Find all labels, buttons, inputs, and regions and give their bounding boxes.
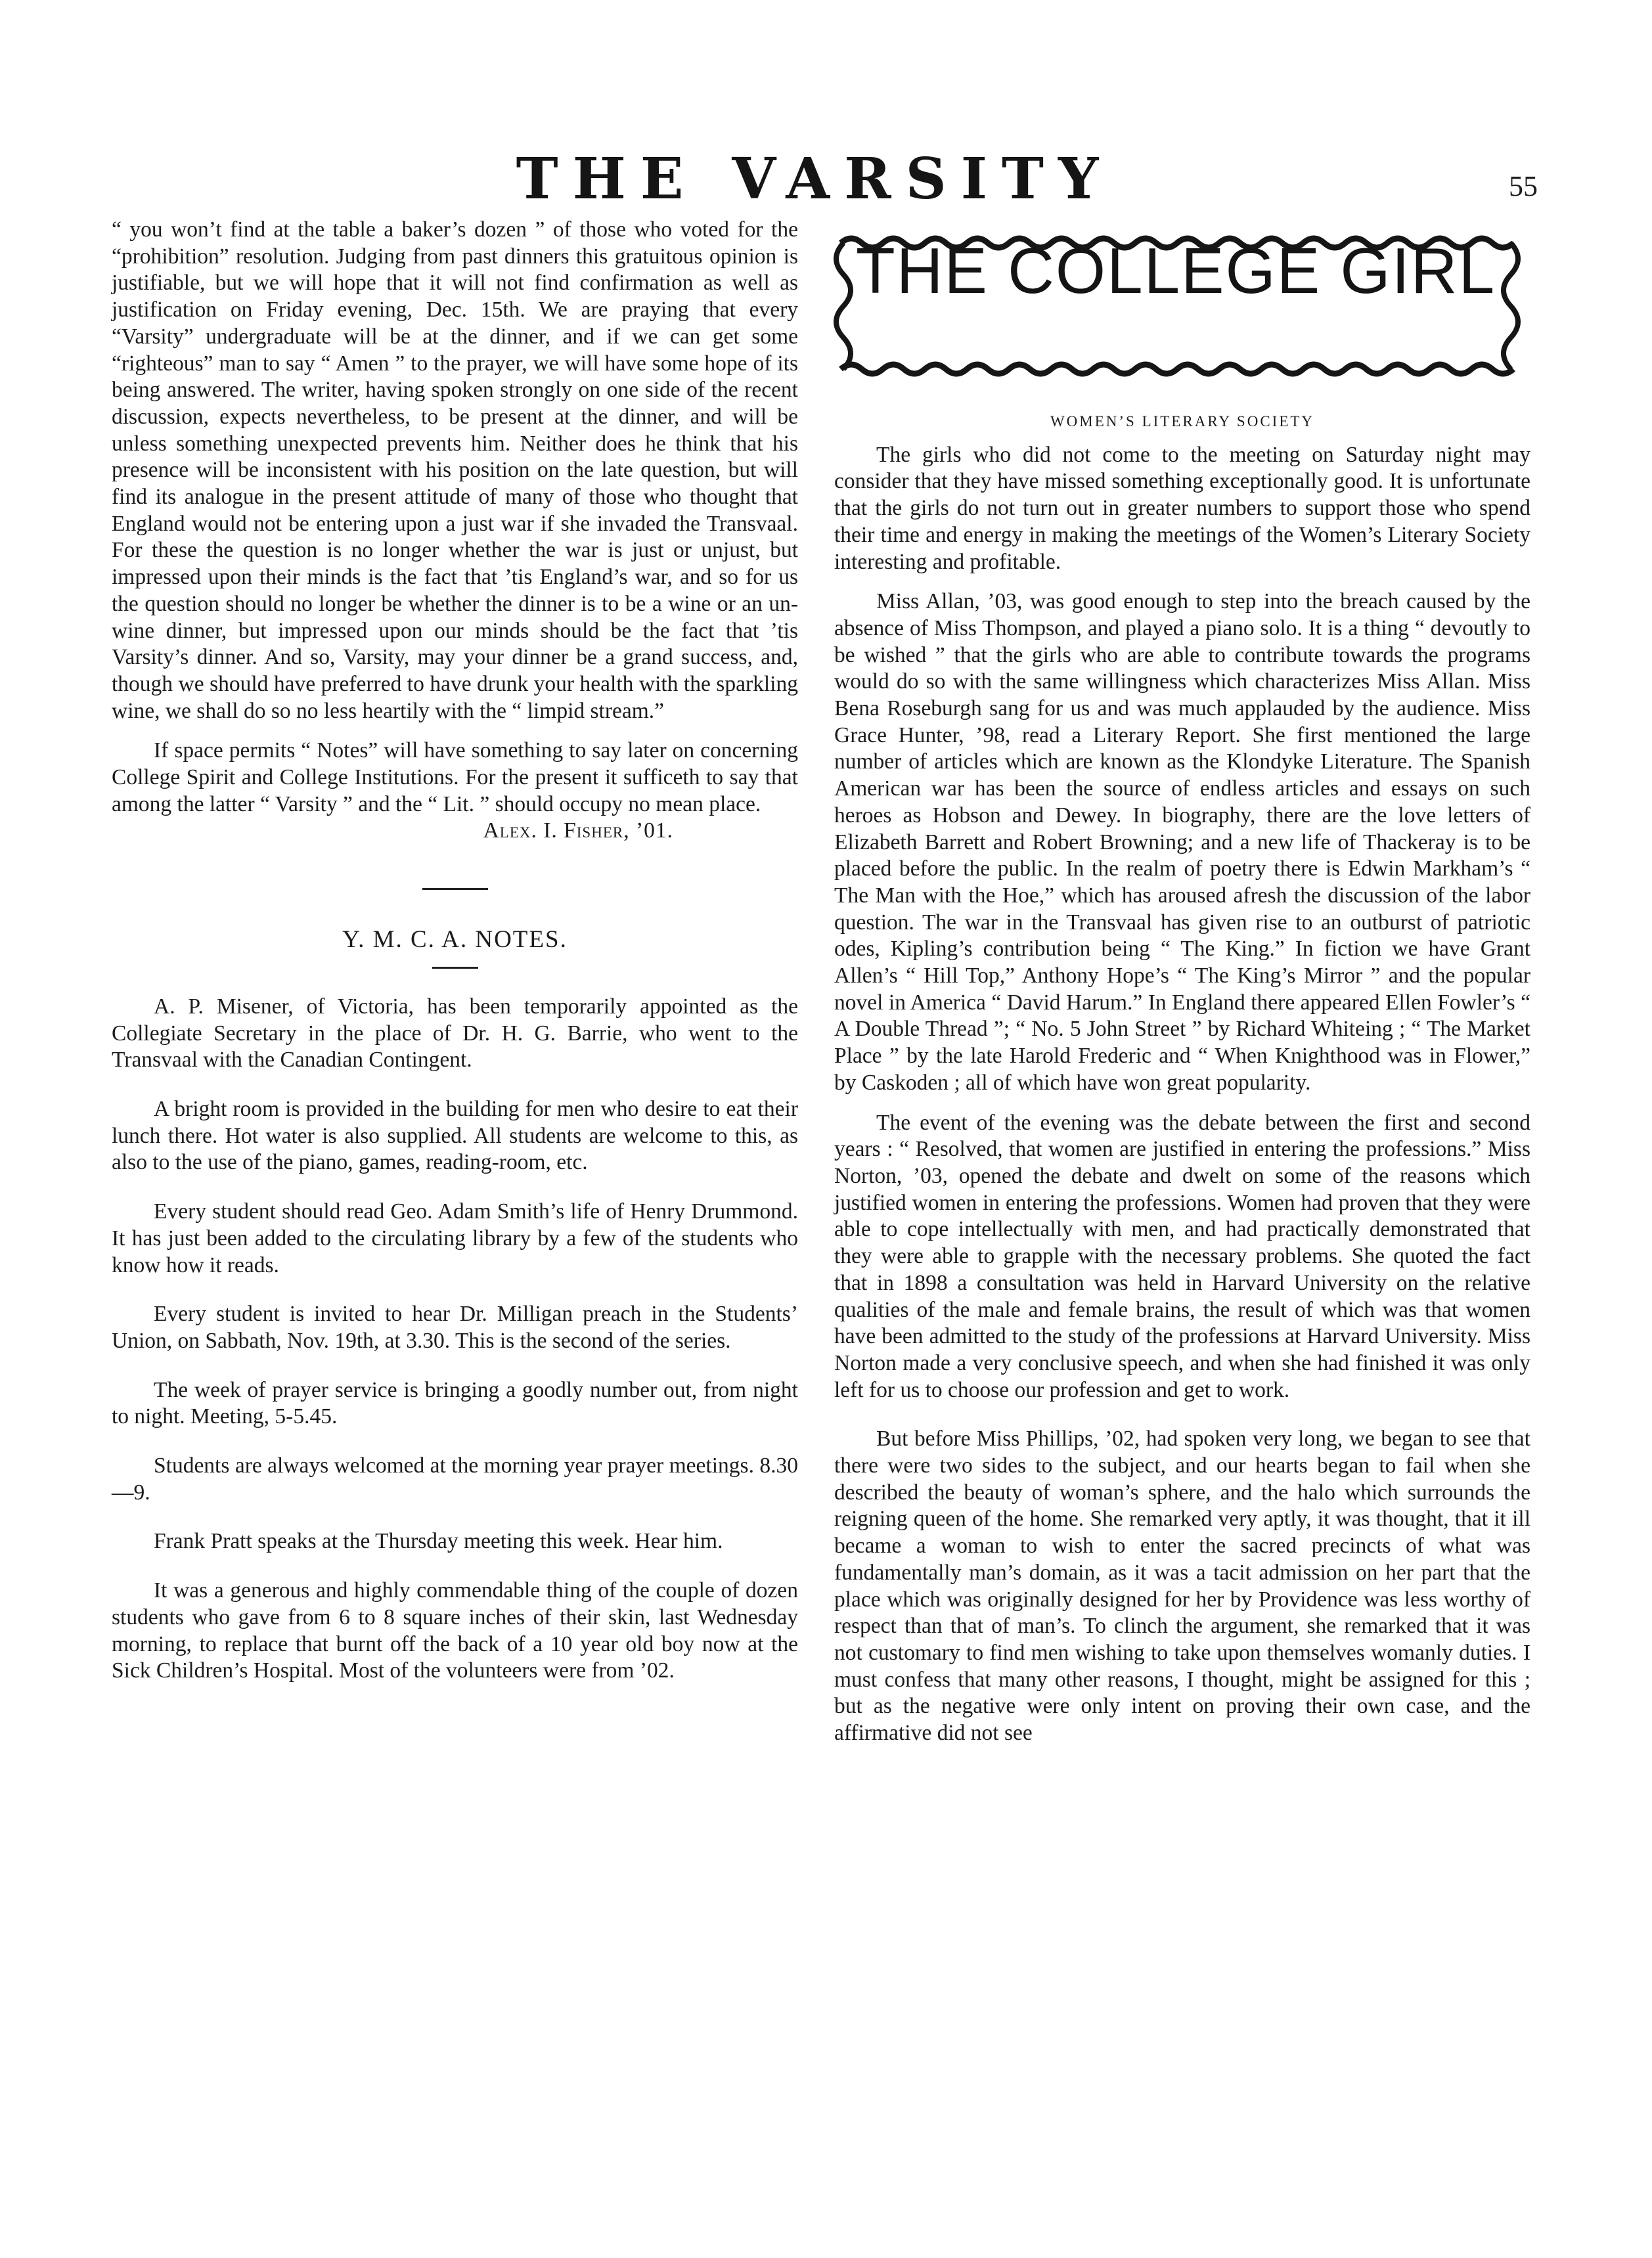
ymca-note: A. P. Misener, of Victoria, has been temporarily appointed as the Collegiate Secretary in the place of Dr. H. G. Barrie, who went to the Transvaal with the Canadian Contingent.	[112, 994, 798, 1073]
article-paragraph: If space permits “ Notes” will have something to say later on concerning College Spirit and College Institutions. For the present it sufficeth to say that among the latter “ Varsity ” and the “ Lit. ” should occupy no mean place.	[112, 738, 798, 816]
ymca-note: The week of prayer service is bringing a goodly number out, from night to night. Meeting, 5-5.45.	[112, 1377, 798, 1429]
article-paragraph: The girls who did not come to the meeting on Saturday night may consider that they have missed something exceptionally good. It is unfortunate that the girls do not turn out in greater numbers to support those who spend their time and energy in making the meetings of the Women’s Literary Society interesting and profitable.	[834, 442, 1530, 574]
masthead-title: THE VARSITY	[516, 146, 1113, 212]
college-girl-title: THE COLLEGE GIRL	[855, 234, 1496, 307]
ymca-note: A bright room is provided in the building for men who desire to eat their lunch there. Hot water is also supplied. All students are welcome to this, as also to the use of the piano, games, reading-room, etc.	[112, 1096, 798, 1175]
ymca-note: It was a generous and highly commendable thing of the couple of dozen students who gave from 6 to 8 square inches of their skin, last Wednesday morning, to replace that burnt off the back of a 10 year old boy now at the Sick Children’s Hospital. Most of the volunteers were from ’02.	[112, 1578, 798, 1683]
author-signature: Alex. I. Fisher, ’01.	[483, 818, 673, 843]
ymca-heading: Y. M. C. A. NOTES.	[342, 926, 568, 954]
right-column	[834, 217, 1530, 1747]
article-paragraph: The event of the evening was the debate between the first and second years : “ Resolved, that women are justified in entering the professions.” Miss Norton, ’03, opened the debate and dwelt on some of the reasons which justified women in entering the professions. Women had proven that they were able to cope intellectually with men, and had practically demonstrated that they were able to grapple with the necessary problems. She quoted the fact that in 1898 a consultation was held in Harvard University on the relative qualities of the male and female brains, the result of which was that women have been admitted to the study of the professions at Harvard University. Miss Norton made a very conclusive speech, and when she had finished it was only left for us to choose our profession and get to work.	[834, 1110, 1530, 1402]
left-column	[112, 217, 798, 1685]
heading-underline	[432, 967, 478, 969]
ymca-note: Every student is invited to hear Dr. Milligan preach in the Students’ Union, on Sabbath, Nov. 19th, at 3.30. This is the second of the series.	[112, 1302, 798, 1353]
society-heading: WOMEN’S LITERARY SOCIETY	[1050, 413, 1315, 430]
article-paragraph: Miss Allan, ’03, was good enough to step into the breach caused by the absence of Miss Thompson, and played a piano solo. It is a thing “ devoutly to be wished ” that the girls who are able to contribute towards the programs would do so with the same willingness which characterizes Miss Allan. Miss Bena Roseburgh sang for us and was much applauded by the audience. Miss Grace Hunter, ’98, read a Literary Report. She first mentioned the large number of articles which are known as the Klondyke Literature. The Spanish American war has been the source of endless articles and essays on such heroes as Hobson and Dewey. In biography, there are the love letters of Elizabeth Barrett and Robert Browning; and a new life of Thackeray is to be placed before the public. In the realm of poetry there is Edwin Markham’s “ The Man with the Hoe,” which has aroused afresh the discussion of the labor question. The war in the Transvaal has given rise to an outburst of patriotic odes, Kipling’s contribution being “ The King.” In fiction we have Grant Allen’s “ Hill Top,” Anthony Hope’s “ The King’s Mirror ” and the popular novel in America “ David Harum.” In England there appeared Ellen Fowler’s “ A Double Thread ”; “ No. 5 John Street ” by Richard Whiteing ; “ The Market Place ” by the late Harold Frederic and “ When Knighthood was in Flower,” by Caskoden ; all of which have won great popularity.	[834, 589, 1530, 1095]
article-paragraph: But before Miss Phillips, ’02, had spoken very long, we began to see that there were two sides to the subject, and our hearts began to fail when she described the beauty of woman’s sphere, and the halo which surrounds the reigning queen of the home. She remarked very aptly, it was thought, that it ill became a woman to wish to enter the sacred precincts of what was fundamentally man’s domain, as it was a tacit admission on her part that the place which was originally designed for her by Providence was less worthy of respect than that of man’s. To clinch the argument, she remarked that it was not customary to find men wishing to take upon themselves womanly duties. I must confess that many other reasons, I thought, might be assigned for this ; but as the negative were only intent on proving their own case, and the affirmative did not see	[834, 1427, 1530, 1746]
ymca-note: Frank Pratt speaks at the Thursday meeting this week. Hear him.	[154, 1529, 723, 1554]
article-paragraph: “ you won’t find at the table a baker’s dozen ” of those who voted for the “prohibition” resolution. Judging from past dinners this gratuitous opinion is justifiable, but we will hope that it will not find confirmation as well as justification on Friday evening, Dec. 15th. We are praying that every “Varsity” undergraduate will be at the dinner, and if we can get some “righteous” man to say “ Amen ” to the prayer, we will have some hope of its being answered. The writer, having spoken strongly on one side of the recent discussion, expects nevertheless, to be present at the dinner, and will be unless something unexpected prevents him. Neither does he think that his presence will be inconsistent with his position on the late question, but will find its analogue in the present attitude of many of those who thought that England would not be entering upon a just war if she invaded the Transvaal. For these the question is no longer whether the war is just or unjust, but impressed upon their minds is the fact that ’tis England’s war, and so for us the question should no longer be whether the dinner is to be a wine or an un-wine dinner, but impressed upon our minds should be the fact that ’tis Varsity’s dinner. And so, Varsity, may your dinner be a grand success, and, though we should have preferred to have drunk your health with the sparkling wine, we shall do so no less heartily with the “ limpid stream.”	[112, 217, 798, 723]
college-girl-banner	[821, 217, 1530, 394]
ymca-note: Every student should read Geo. Adam Smith’s life of Henry Drummond. It has just been added to the circulating library by a few of the students who know how it reads.	[112, 1199, 798, 1277]
page-number: 55	[1509, 170, 1538, 202]
ymca-note: Students are always welcomed at the morning year prayer meetings. 8.30—9.	[112, 1453, 798, 1505]
section-divider	[422, 888, 488, 890]
